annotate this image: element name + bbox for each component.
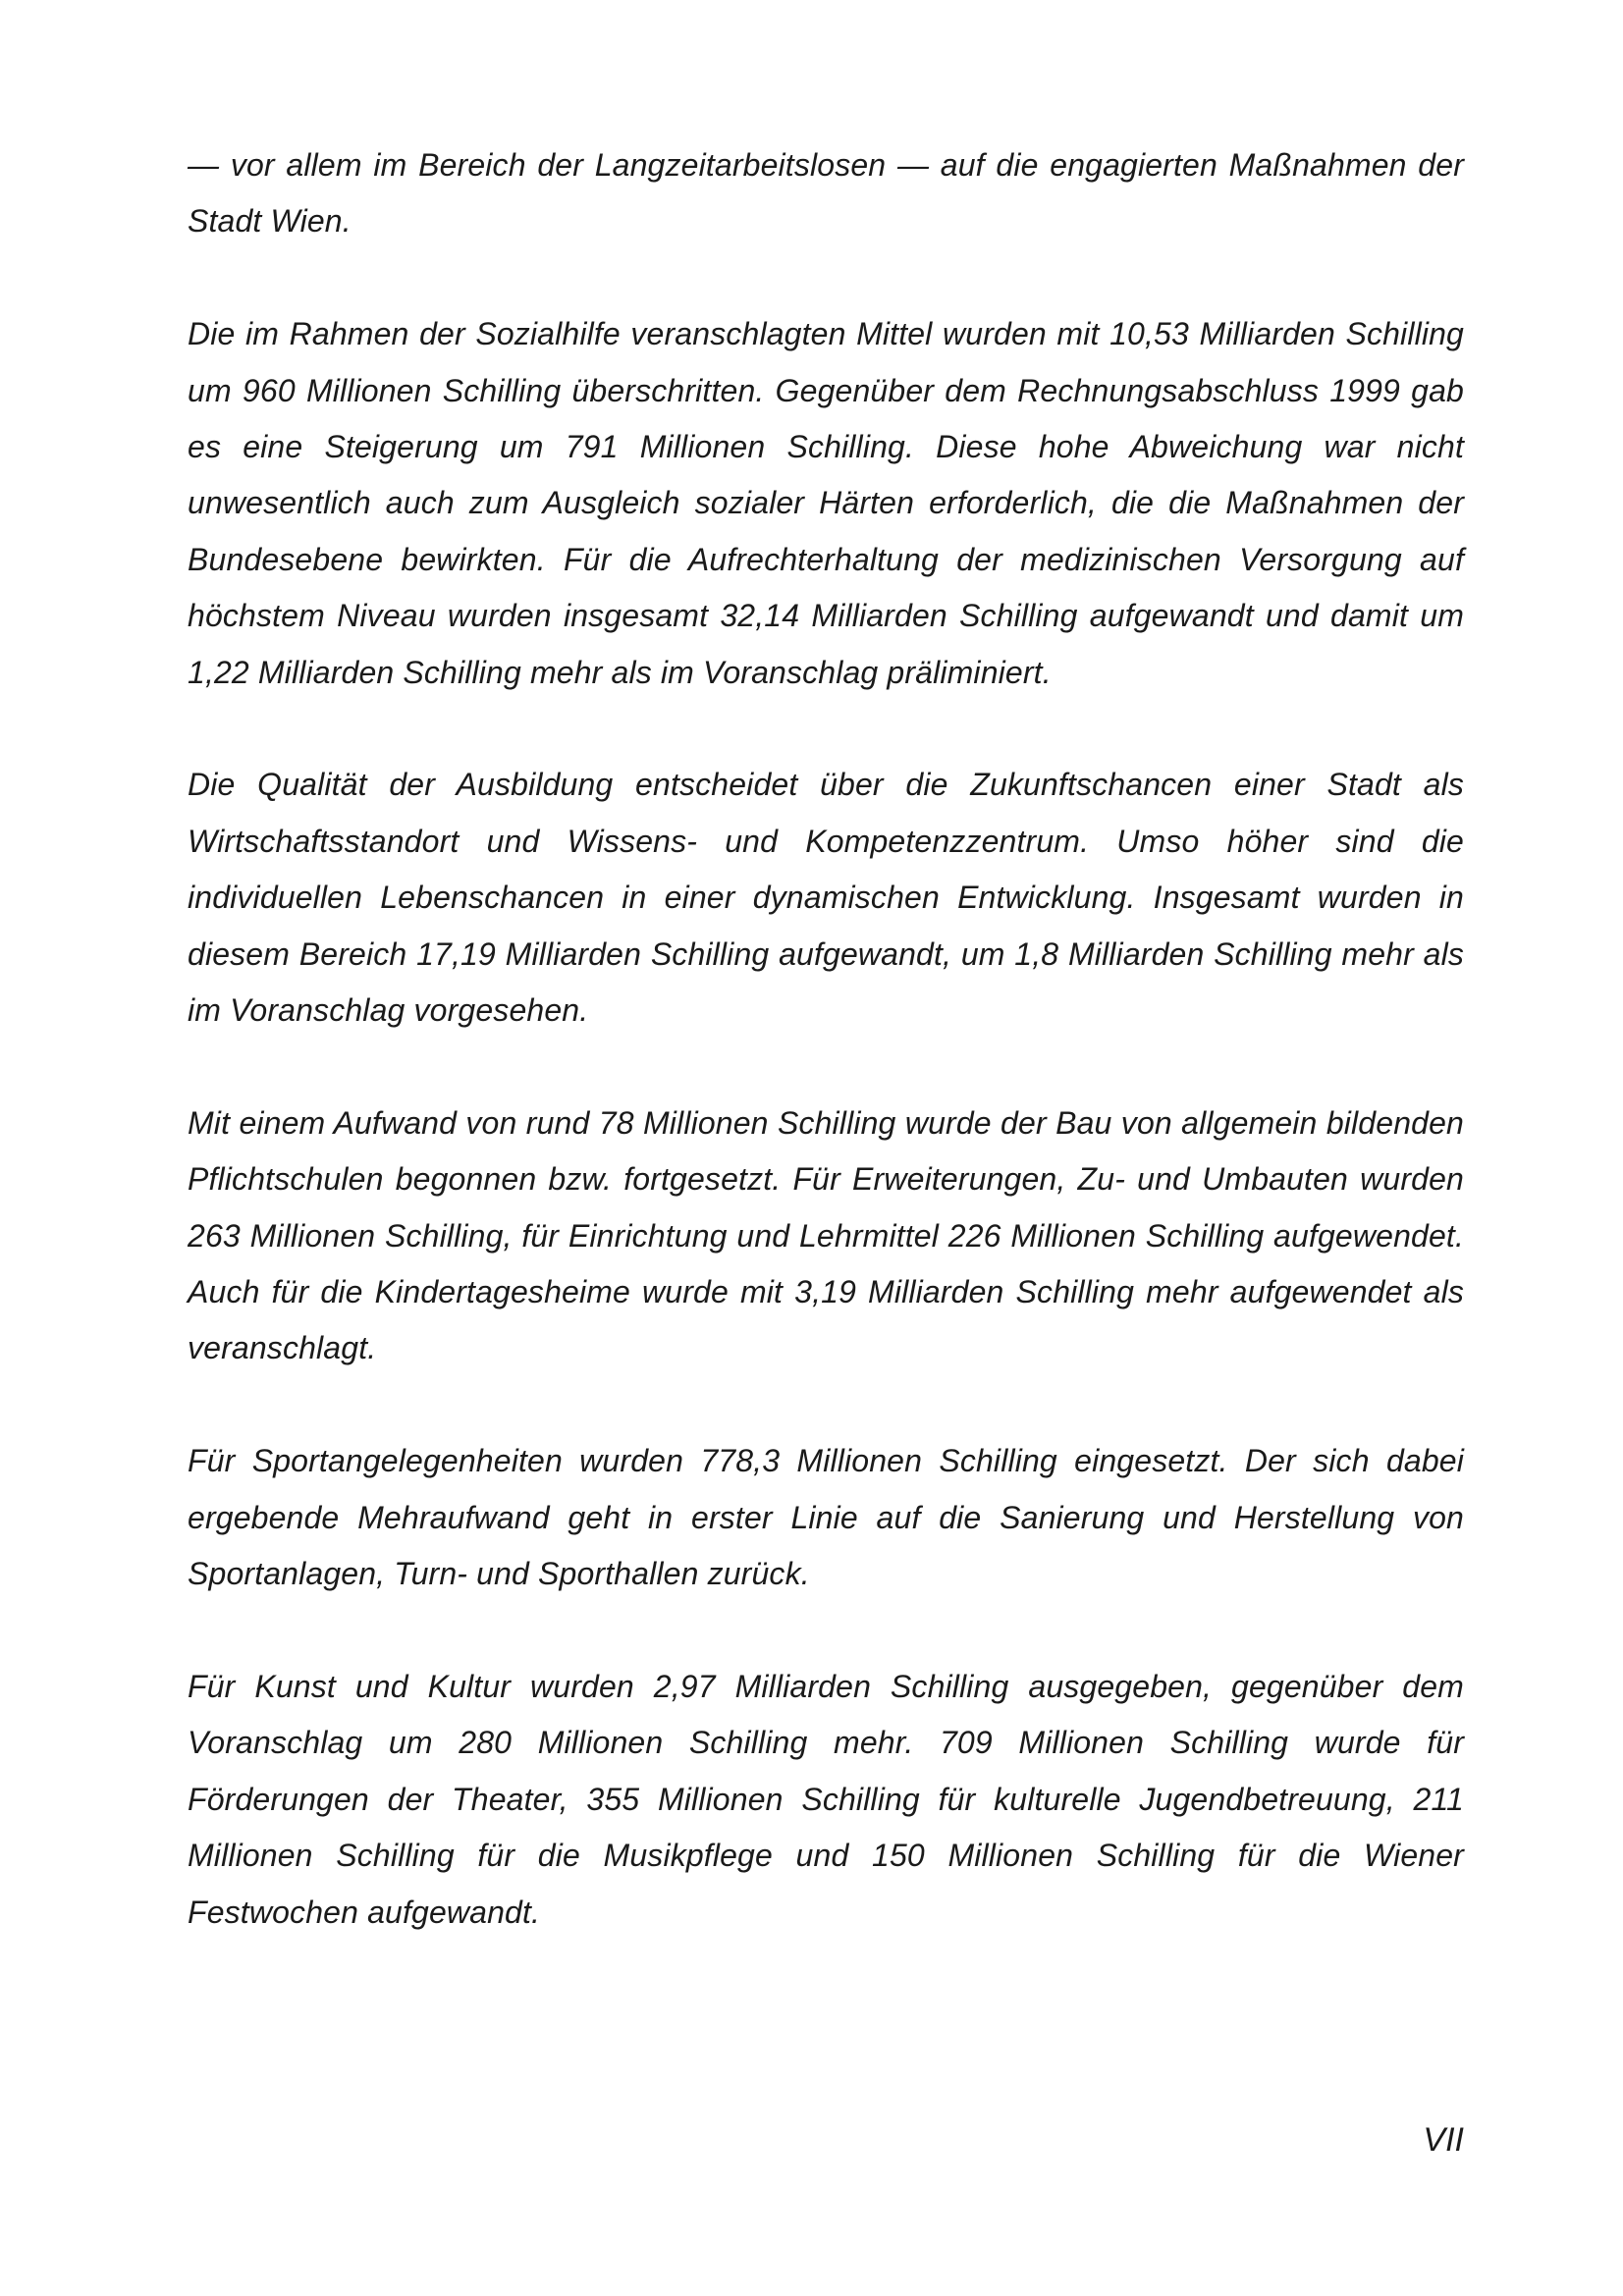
document-body bbox=[188, 137, 1464, 1997]
paragraph-pflichtschulen: Mit einem Aufwand von rund 78 Millionen Schilling wurde der Bau von allgemein bildenden Pflichtschulen begonnen bzw. fortgesetzt. Für Erweiterungen, Zu- und Umbauten wurden 263 Millionen Schilling, für Einrichtung und Lehrmittel 226 Millionen Schilling aufgewendet. Auch für die Kindertagesheime wurde mit 3,19 Milliarden Schilling mehr aufgewendet als veranschlagt. bbox=[188, 1104, 1464, 1366]
paragraph-ausbildung: Die Qualität der Ausbildung entscheidet über die Zukunftschancen einer Stadt als Wirtschaftsstandort und Wissens- und Kompetenzzentrum. Umso höher sind die individuellen Lebenschancen in einer dynamischen Entwicklung. Insgesamt wurden in diesem Bereich 17,19 Milliarden Schilling aufgewandt, um 1,8 Milliarden Schilling mehr als im Voranschlag vorgesehen. bbox=[188, 767, 1464, 1029]
page-number: VII bbox=[1423, 2121, 1464, 2159]
paragraph-arbeitslose: — vor allem im Bereich der Langzeitarbeitslosen — auf die engagierten Maßnahmen der Stadt Wien. bbox=[188, 147, 1464, 240]
paragraph-sport: Für Sportangelegenheiten wurden 778,3 Millionen Schilling eingesetzt. Der sich dabei ergebende Mehraufwand geht in erster Linie auf die Sanierung und Herstellung von Sportanlagen, Turn- und Sporthallen zurück. bbox=[188, 1443, 1464, 1592]
paragraph-sozialhilfe: Die im Rahmen der Sozialhilfe veranschlagten Mittel wurden mit 10,53 Milliarden Schilling um 960 Millionen Schilling überschritten. Gegenüber dem Rechnungsabschluss 1999 gab es eine Steigerung um 791 Millionen Schilling. Diese hohe Abweichung war nicht unwesentlich auch zum Ausgleich sozialer Härten erforderlich, die die Maßnahmen der Bundesebene bewirkten. Für die Aufrechterhaltung der medizinischen Versorgung auf höchstem Niveau wurden insgesamt 32,14 Milliarden Schilling aufgewandt und damit um 1,22 Milliarden Schilling mehr als im Voranschlag präliminiert. bbox=[188, 316, 1464, 690]
paragraph-kultur: Für Kunst und Kultur wurden 2,97 Milliarden Schilling ausgegeben, gegenüber dem Voranschlag um 280 Millionen Schilling mehr. 709 Millionen Schilling wurde für Förderungen der Theater, 355 Millionen Schilling für kulturelle Jugendbetreuung, 211 Millionen Schilling für die Musikpflege und 150 Millionen Schilling für die Wiener Festwochen aufgewandt. bbox=[188, 1668, 1464, 1930]
